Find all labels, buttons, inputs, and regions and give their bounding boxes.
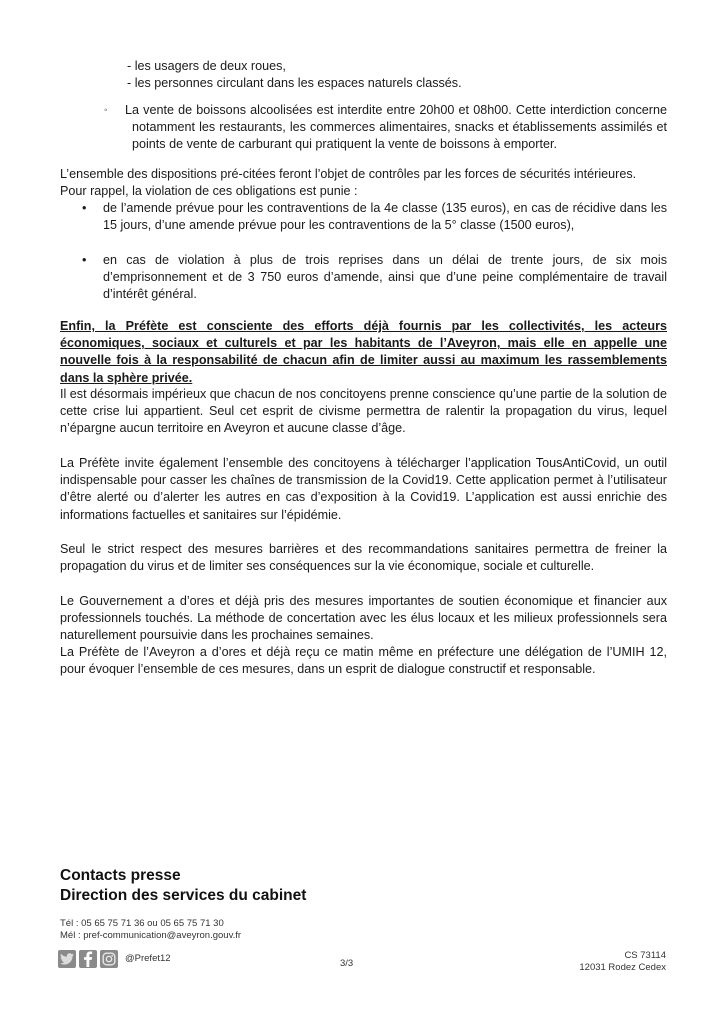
contact-phone: Tél : 05 65 75 71 36 ou 05 65 75 71 30: [60, 918, 224, 929]
penalty-item: [82, 252, 667, 304]
civism-paragraph: Il est désormais impérieux que chacun de nos concitoyens prenne conscience qu’une partie de la solution de cette crise lui appartient. Seul cet esprit de civisme permettra de ralentir la propagation du virus, lequel n’épargne aucun territoire en Aveyron et aucune classe d’âge.: [60, 387, 667, 436]
penalty-item: [82, 200, 667, 234]
sub-list-item: - les personnes circulant dans les espaces naturels classés.: [127, 76, 462, 91]
contact-email[interactable]: Mél : pref-communication@aveyron.gouv.fr: [60, 930, 242, 941]
umih-paragraph: La Préfète de l’Aveyron a d’ores et déjà reçu ce matin même en préfecture une délégation de l’UMIH 12, pour évoquer l’ensemble de ces mesures, dans un esprit de dialogue constructif et responsable.: [60, 645, 667, 677]
alcohol-sale-text: La vente de boissons alcoolisées est interdite entre 20h00 et 08h00. Cette interdiction concerne notamment les restaurants, les commerces alimentaires, snacks et établissements assimilés et points de vente de carburant qui pratiquent la vente de boissons à emporter.: [125, 103, 667, 152]
social-handle[interactable]: @Prefet12: [125, 953, 171, 965]
facebook-icon[interactable]: [79, 950, 97, 968]
sub-list: [127, 58, 667, 92]
app-paragraph: La Préfète invite également l’ensemble des concitoyens à télécharger l’application TousAntiCovid, un outil indispensable pour casser les chaînes de transmission de la Covid19. Cette application permet à l’utilisateur d’être alerté ou d’alerter les autres en cas d’exposition à la Covid19. L’application est aussi enrichie des informations factuelles et sanitaires sur l’épidémie.: [60, 456, 667, 522]
bullet-icon: •: [82, 253, 87, 267]
contacts-subtitle: Direction des services du cabinet: [60, 887, 307, 904]
penalty-text: en cas de violation à plus de trois reprises dans un délai de trente jours, de six mois d’emprisonnement et de 3 750 euros d’amende, ainsi que d’une peine complémentaire de travail d’intérêt général.: [103, 253, 667, 302]
contacts-title: Contacts presse: [60, 867, 181, 884]
penalty-text: de l’amende prévue pour les contraventions de la 4e classe (135 euros), en cas de récidive dans les 15 jours, d’une amende prévue pour les contraventions de la 5° classe (1500 euros),: [103, 201, 667, 233]
emphasis-paragraph: Enfin, la Préfète est consciente des efforts déjà fournis par les collectivités, les acteurs économiques, sociaux et culturels et par les habitants de l’Aveyron, mais elle en appelle une nouvelle fois à la responsabilité de chacun afin de limiter aussi au maximum les rassemblements dans la sphère privée.: [60, 319, 667, 385]
address-line-1: CS 73114: [624, 950, 666, 961]
controls-line-1: L’ensemble des dispositions pré-citées feront l’objet de contrôles par les forces de sécurités intérieures.: [60, 167, 637, 181]
sub-list-item: - les usagers de deux roues,: [127, 59, 286, 73]
controls-paragraph: [60, 166, 667, 200]
bullet-icon: •: [82, 201, 87, 215]
circle-bullet-icon: ◦: [104, 105, 108, 116]
barriers-paragraph: Seul le strict respect des mesures barrières et des recommandations sanitaires permettra de freiner la propagation du virus et de limiter ses conséquences sur la vie économique, sociale et culturelle.: [60, 542, 667, 574]
postal-address: [579, 950, 666, 974]
instagram-icon[interactable]: [100, 950, 118, 968]
alcohol-sale-item: [104, 102, 667, 154]
page-number: 3/3: [340, 958, 354, 969]
controls-line-2: Pour rappel, la violation de ces obligations est punie :: [60, 184, 358, 199]
social-links: [58, 950, 171, 968]
address-line-2: 12031 Rodez Cedex: [579, 962, 666, 973]
twitter-icon[interactable]: [58, 950, 76, 968]
government-paragraph: Le Gouvernement a d’ores et déjà pris des mesures importantes de soutien économique et financier aux professionnels touchés. La méthode de concertation avec les élus locaux et les milieux professionnels sera naturellement poursuivie dans les prochaines semaines.: [60, 594, 667, 643]
